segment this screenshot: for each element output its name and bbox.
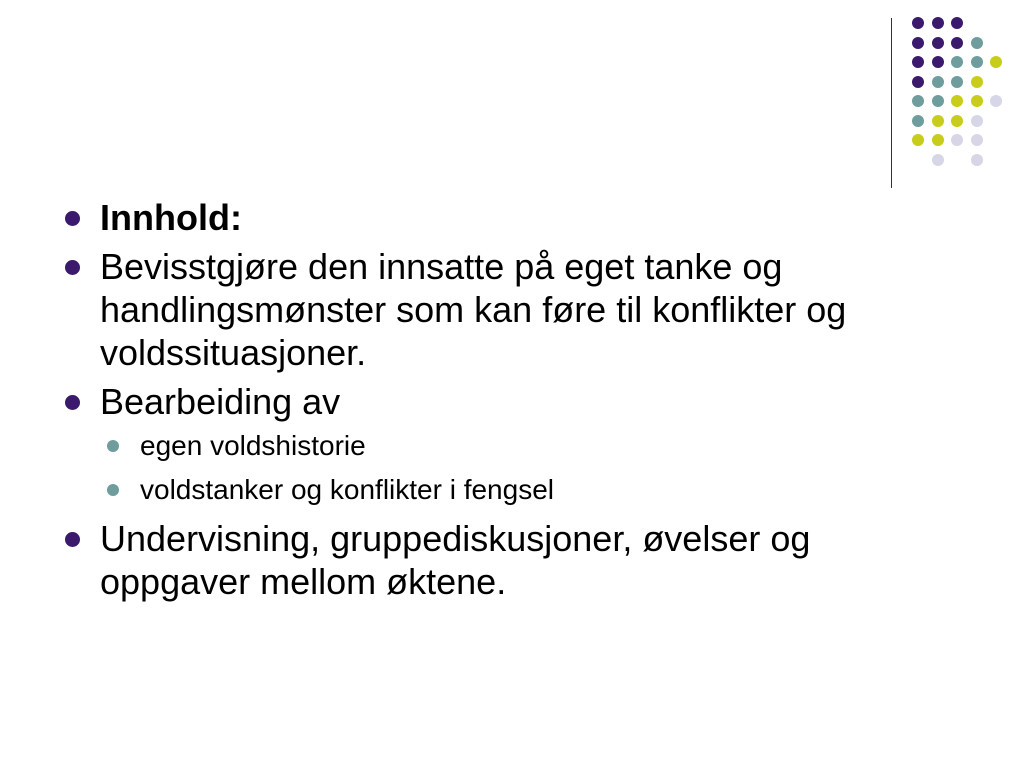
decorative-dot (912, 37, 924, 49)
decorative-dot (932, 76, 944, 88)
sub-bullet-icon (107, 484, 119, 496)
decorative-dot (932, 154, 944, 166)
bullet-item-heading (62, 196, 962, 239)
decorative-dot (951, 37, 963, 49)
bullet-icon (65, 260, 80, 275)
decorative-dot (912, 115, 924, 127)
decorative-dot (951, 17, 963, 29)
bullet-icon (65, 211, 80, 226)
decorative-dot (932, 95, 944, 107)
decorative-dot (990, 95, 1002, 107)
decorative-dot (971, 76, 983, 88)
decorative-dot (951, 76, 963, 88)
decorative-dot (932, 115, 944, 127)
decorative-dot (932, 134, 944, 146)
bullet-item-processing (62, 380, 962, 423)
bullet-text: Bearbeiding av (100, 381, 341, 422)
decorative-dot (971, 95, 983, 107)
sub-bullet-item-history (62, 429, 962, 463)
decorative-dot (951, 56, 963, 68)
decorative-dot (912, 56, 924, 68)
decorative-dot (932, 56, 944, 68)
decorative-dot (951, 95, 963, 107)
sub-bullet-text: egen voldshistorie (140, 430, 366, 461)
bullet-text: Undervisning, gruppediskusjoner, øvelser og oppgaver mellom øktene. (100, 518, 811, 602)
sub-bullet-text: voldstanker og konflikter i fengsel (140, 474, 554, 505)
sub-bullet-icon (107, 440, 119, 452)
bullet-icon (65, 532, 80, 547)
decorative-dot (971, 115, 983, 127)
vertical-divider-line (891, 18, 892, 188)
bullet-item-teaching (62, 517, 962, 603)
decorative-dot (990, 56, 1002, 68)
decorative-dot (932, 37, 944, 49)
bullet-item-awareness (62, 245, 962, 374)
bullet-icon (65, 395, 80, 410)
decorative-dot (971, 154, 983, 166)
decorative-dot (971, 56, 983, 68)
sub-bullet-item-prison-conflicts (62, 473, 962, 507)
decorative-dot (932, 17, 944, 29)
decorative-dot (912, 95, 924, 107)
decorative-dot (912, 76, 924, 88)
bullet-list (62, 196, 962, 609)
decorative-dot (971, 37, 983, 49)
decorative-dot (951, 115, 963, 127)
decorative-dot (951, 134, 963, 146)
decorative-dot (971, 134, 983, 146)
bullet-text: Innhold: (100, 197, 242, 238)
decorative-dot (912, 17, 924, 29)
decorative-dot (912, 134, 924, 146)
bullet-text: Bevisstgjøre den innsatte på eget tanke og handlingsmønster som kan føre til konflikter og voldssituasjoner. (100, 246, 847, 373)
